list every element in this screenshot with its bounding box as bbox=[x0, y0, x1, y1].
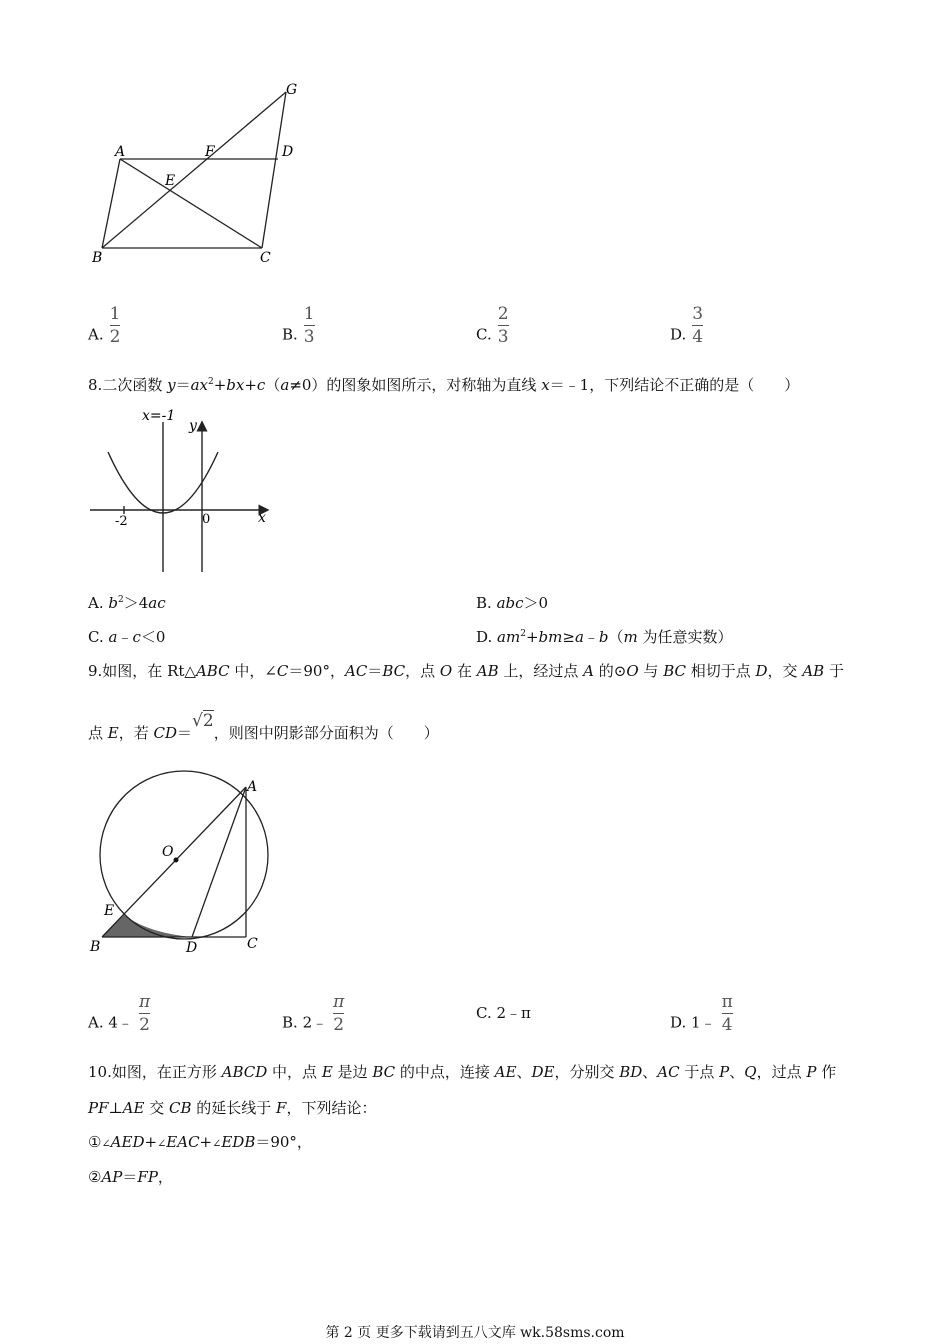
figure-q7-parallelogram bbox=[88, 78, 318, 273]
fraction: $\frac{1}{2}$ bbox=[109, 304, 121, 347]
q9-option-b: B. 2﹣ $\frac{\pi}{2}$ bbox=[282, 992, 345, 1035]
point-label-d: D bbox=[186, 940, 198, 956]
fraction: $\frac{3}{4}$ bbox=[692, 304, 704, 347]
point-label-c: C bbox=[247, 936, 258, 952]
q7-option-a: A. $\frac{1}{2}$ bbox=[88, 304, 121, 347]
question-10-conclusion-1: ①∠AED+∠EAC+∠EDB＝90°， bbox=[88, 1133, 312, 1151]
q8-option-b: B. abc＞0 bbox=[476, 594, 549, 612]
point-label-c: C bbox=[260, 250, 271, 266]
point-label-e: E bbox=[165, 173, 176, 189]
point-label-o: O bbox=[162, 844, 174, 860]
tick-label-neg2: -2 bbox=[115, 514, 128, 529]
question-9-line-2: 点 E，若 CD＝√2，则图中阴影部分面积为（ ） bbox=[88, 711, 439, 742]
point-label-e: E bbox=[104, 903, 115, 919]
q7-option-b: B. $\frac{1}{3}$ bbox=[282, 304, 315, 347]
point-label-a: A bbox=[247, 779, 258, 795]
q8-option-c: C. a﹣c＜0 bbox=[88, 628, 166, 646]
page-footer: 第 2 页 更多下载请到五八文库 wk.58sms.com bbox=[325, 1325, 625, 1341]
question-10-line-2: PF⊥AE 交 CB 的延长线于 F，下列结论： bbox=[88, 1099, 377, 1117]
q7-option-d: D. $\frac{3}{4}$ bbox=[670, 304, 704, 347]
fraction: $\frac{\pi}{2}$ bbox=[333, 992, 345, 1035]
question-9-line-1: 9.如图，在 Rt△ABC 中，∠C＝90°，AC＝BC，点 O 在 AB 上，经过点 A 的⊙O 与 BC 相切于点 D，交 AB 于 bbox=[88, 662, 844, 680]
question-10-line-1: 10.如图，在正方形 ABCD 中，点 E 是边 BC 的中点，连接 AE、DE，分别交 BD、AC 于点 P、Q，过点 P 作 bbox=[88, 1063, 837, 1081]
q9-option-c: C. 2﹣π bbox=[476, 1004, 531, 1022]
axis-of-symmetry-label: x=-1 bbox=[142, 408, 176, 424]
q8-option-a: A. $b^2>4ac$ bbox=[88, 594, 166, 612]
y-axis-label: y bbox=[189, 418, 197, 434]
figure-q9-circle bbox=[88, 765, 278, 960]
fraction: $\frac{2}{3}$ bbox=[497, 304, 509, 347]
x-axis-label: x bbox=[258, 510, 266, 526]
point-label-b: B bbox=[92, 250, 103, 266]
point-label-a: A bbox=[115, 144, 126, 160]
point-label-b: B bbox=[90, 939, 101, 955]
question-8: 8.二次函数 $y=ax^2+bx+c(a\ne 0)$的图象如图所示，对称轴为直线 x＝﹣1，下列结论不正确的是（ ） bbox=[88, 376, 800, 394]
question-10-conclusion-2: ②AP＝FP， bbox=[88, 1168, 173, 1186]
q8-option-d: D. $am^2+bm\ge a﹣b(m$ 为任意实数） bbox=[476, 628, 733, 646]
point-label-g: G bbox=[286, 82, 298, 98]
fraction: $\frac{\pi}{2}$ bbox=[138, 992, 151, 1035]
fraction: $\frac{1}{3}$ bbox=[303, 304, 315, 347]
q9-option-a: A. 4﹣ $\frac{\pi}{2}$ bbox=[88, 992, 151, 1035]
q7-option-c: C. $\frac{2}{3}$ bbox=[476, 304, 509, 347]
figure-q8-parabola bbox=[88, 404, 278, 576]
fraction: $\frac{\pi}{4}$ bbox=[721, 992, 733, 1035]
point-label-f: F bbox=[205, 144, 215, 160]
q9-option-d: D. 1﹣ $\frac{\pi}{4}$ bbox=[670, 992, 733, 1035]
point-label-d: D bbox=[282, 144, 294, 160]
tick-label-0: 0 bbox=[202, 512, 211, 527]
